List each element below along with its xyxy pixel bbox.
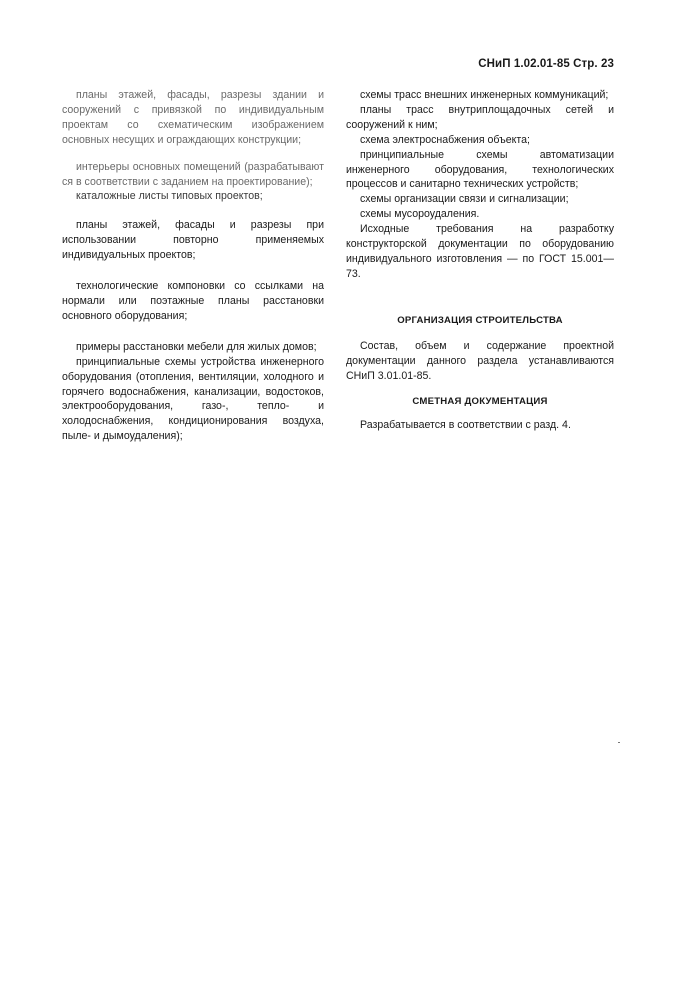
paragraph-initial-requirements: Исходные требования на разработку конструкторской документации по оборудованию индивидуального изготовления — по ГОСТ 15.001—73. bbox=[346, 223, 614, 280]
paragraph-estimate: Разрабатывается в соответствии с разд. 4. bbox=[360, 419, 571, 432]
paragraph-automation: принципиальные схемы автоматизации инженерного оборудования, технологических процессов и санитарно технических устройств; bbox=[346, 148, 614, 191]
paragraph-catalog-sheets: каталожные листы типовых проектов; bbox=[76, 190, 263, 203]
page-header: СНиП 1.02.01-85 Стр. 23 bbox=[478, 58, 614, 70]
paragraph-interiors: интерьеры основных помещений (разрабатывают ся в соответствии с заданием на проектирование); bbox=[62, 160, 324, 188]
paragraph-power-supply: схема электроснабжения объекта; bbox=[360, 133, 530, 146]
paragraph-floor-plans-references: планы этажей, фасады, разрезы здании и сооружений с привязкой по индивидуальным проектам со схематическим изображением основных несущих и ограждающих конструкции; bbox=[62, 89, 324, 146]
paragraph-waste-removal: схемы мусороудаления. bbox=[360, 208, 480, 221]
paragraph-tech-layouts: технологические компоновки со ссылками на нормали или поэтажные планы расстановки основного оборудования; bbox=[62, 280, 324, 322]
paragraph-external-routes: схемы трасс внешних инженерных коммуникаций; bbox=[360, 89, 609, 101]
section-heading-construction: ОРГАНИЗАЦИЯ СТРОИТЕЛЬСТВА bbox=[397, 314, 563, 326]
paragraph-site-networks: планы трасс внутриплощадочных сетей и сооружений к ним; bbox=[346, 103, 614, 131]
scan-speck bbox=[618, 742, 620, 743]
right-column bbox=[346, 88, 614, 433]
left-column bbox=[62, 88, 324, 444]
section-heading-estimate: СМЕТНАЯ ДОКУМЕНТАЦИЯ bbox=[412, 396, 548, 408]
paragraph-communication: схемы организации связи и сигнализации; bbox=[360, 193, 569, 206]
paragraph-furniture: примеры расстановки мебели для жилых домов; bbox=[76, 340, 317, 353]
paragraph-construction: Состав, объем и содержание проектной документации данного раздела устанавливаются СНиП 3.01.01-85. bbox=[346, 339, 614, 382]
paragraph-engineering-schemes: принципиальные схемы устройства инженерного оборудования (отопления, вентиляции, холодного и горячего водоснабжения, канализации, водостоков, электрооборудования, газо-, тепло- и холодоснабжения, кондиционирования воздуха, пыле- и дымоудаления); bbox=[62, 355, 324, 443]
paragraph-repeated-projects: планы этажей, фасады и разрезы при использовании повторно применяемых индивидуальных проектов; bbox=[62, 219, 324, 262]
